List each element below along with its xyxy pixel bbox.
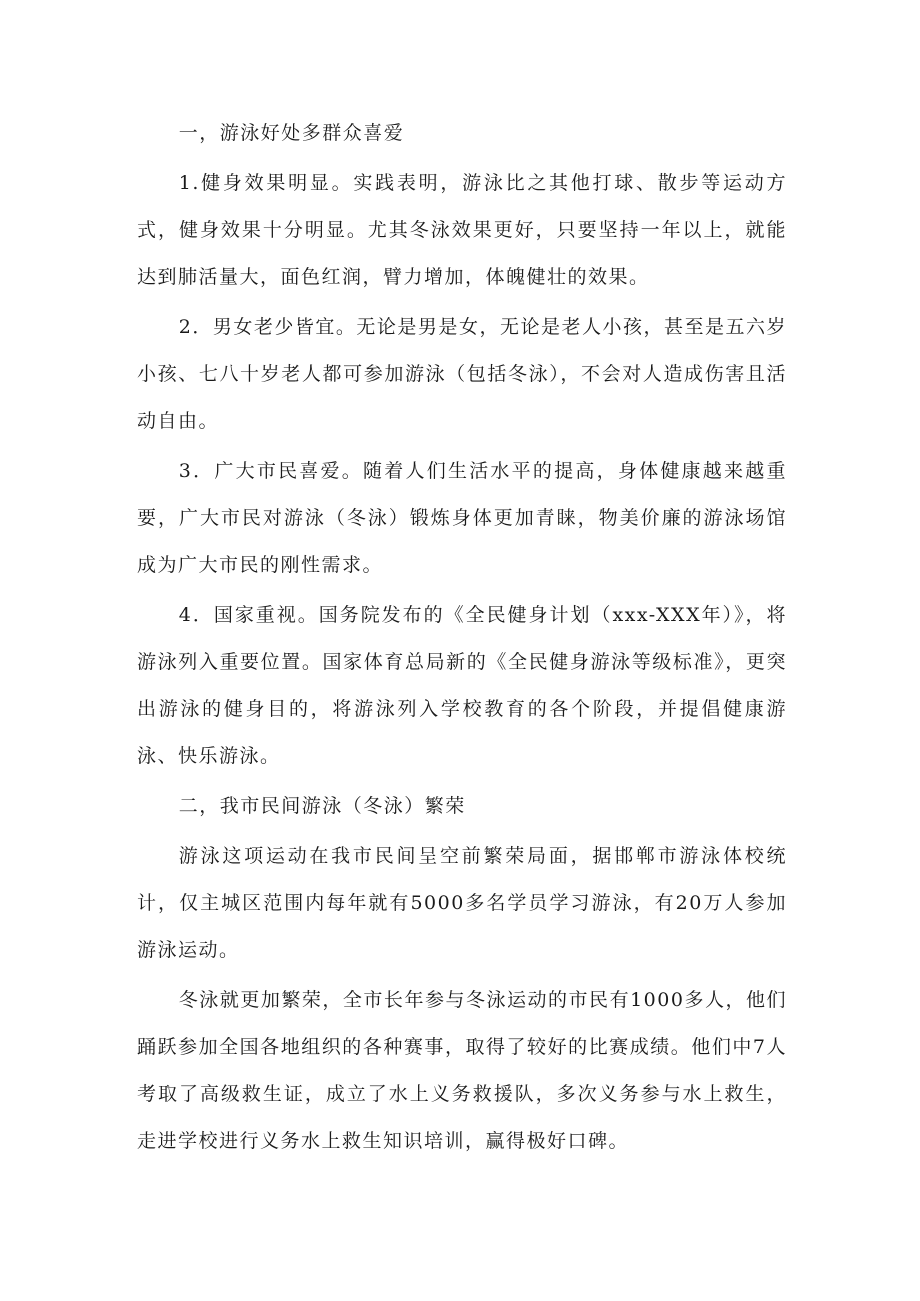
paragraph-fitness-effect: 1.健身效果明显。实践表明，游泳比之其他打球、散步等运动方式，健身效果十分明显。尤其冬泳效果更好，只要坚持一年以上，就能达到肺活量大，面色红润，臂力增加，体魄健壮的效果。 <box>137 172 787 288</box>
paragraph-citizens-love: 3．广大市民喜爱。随着人们生活水平的提高，身体健康越来越重要，广大市民对游泳（冬泳）锻炼身体更加青睐，物美价廉的游泳场馆成为广大市民的刚性需求。 <box>137 460 787 576</box>
paragraph-winter-swimming: 冬泳就更加繁荣，全市长年参与冬泳运动的市民有1000多人，他们踊跃参加全国各地组织的各种赛事，取得了较好的比赛成绩。他们中7人考取了高级救生证，成立了水上义务救援队，多次义务参与水上救生，走进学校进行义务水上救生知识培训，赢得极好口碑。 <box>137 989 787 1152</box>
section-heading-1: 一，游泳好处多群众喜爱 <box>178 122 405 144</box>
paragraph-folk-swimming: 游泳这项运动在我市民间呈空前繁荣局面，据邯郸市游泳体校统计，仅主城区范围内每年就有5000多名学员学习游泳，有20万人参加游泳运动。 <box>137 845 787 961</box>
document-body <box>137 110 787 1168</box>
paragraph-national-attention: 4．国家重视。国务院发布的《全民健身计划（xxx-XXX年）》，将游泳列入重要位置。国家体育总局新的《全民健身游泳等级标准》，更突出游泳的健身目的，将游泳列入学校教育的各个阶段，并提倡健康游泳、快乐游泳。 <box>137 604 787 767</box>
section-heading-2: 二，我市民间游泳（冬泳）繁荣 <box>178 795 466 817</box>
paragraph-all-ages: 2．男女老少皆宜。无论是男是女，无论是老人小孩，甚至是五六岁小孩、七八十岁老人都可参加游泳（包括冬泳），不会对人造成伤害且活动自由。 <box>137 316 787 432</box>
